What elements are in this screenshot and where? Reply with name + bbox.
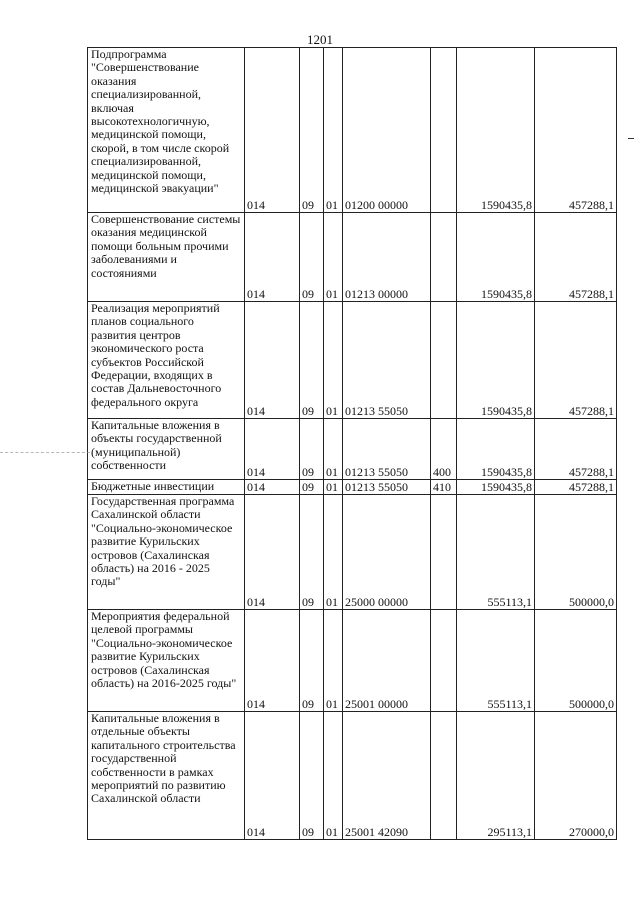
grbs-code-cell: 014 <box>245 712 300 840</box>
subsection-code-cell: 01 <box>324 419 343 480</box>
section-code-cell: 09 <box>300 48 324 213</box>
scan-artifact-tick <box>628 138 634 139</box>
target-article-cell: 01213 00000 <box>343 213 431 302</box>
section-code-cell: 09 <box>300 610 324 712</box>
budget-table <box>87 47 617 840</box>
expense-type-cell: 410 <box>431 480 457 495</box>
subsection-code-cell: 01 <box>324 480 343 495</box>
expense-type-cell <box>431 610 457 712</box>
subsection-code-cell: 01 <box>324 213 343 302</box>
amount-2-cell: 457288,1 <box>535 480 617 495</box>
table-row <box>88 610 617 712</box>
section-code-cell: 09 <box>300 419 324 480</box>
expense-type-cell: 400 <box>431 419 457 480</box>
grbs-code-cell: 014 <box>245 213 300 302</box>
grbs-code-cell: 014 <box>245 419 300 480</box>
table-row <box>88 480 617 495</box>
amount-1-cell: 295113,1 <box>457 712 535 840</box>
expense-type-cell <box>431 712 457 840</box>
grbs-code-cell: 014 <box>245 610 300 712</box>
table-row <box>88 48 617 213</box>
amount-2-cell: 457288,1 <box>535 213 617 302</box>
row-name-cell: Капитальные вложения в объекты государственной (муниципальной) собственности <box>88 419 245 480</box>
row-name-cell: Мероприятия федеральной целевой программы "Социально-экономическое развитие Курильских островов (Сахалинская область) на 2016-2025 годы" <box>88 610 245 712</box>
expense-type-cell <box>431 213 457 302</box>
amount-2-cell: 457288,1 <box>535 302 617 419</box>
expense-type-cell <box>431 48 457 213</box>
row-name-cell: Реализация мероприятий планов социального развития центров экономического роста субъектов Российской Федерации, входящих в состав Дальневосточного федерального округа <box>88 302 245 419</box>
table-row <box>88 712 617 840</box>
amount-2-cell: 457288,1 <box>535 48 617 213</box>
expense-type-cell <box>431 495 457 610</box>
amount-1-cell: 1590435,8 <box>457 419 535 480</box>
row-name-cell: Совершенствование системы оказания медицинской помощи больным прочими заболеваниями и состояниями <box>88 213 245 302</box>
grbs-code-cell: 014 <box>245 48 300 213</box>
amount-2-cell: 270000,0 <box>535 712 617 840</box>
target-article-cell: 25001 42090 <box>343 712 431 840</box>
amount-1-cell: 1590435,8 <box>457 480 535 495</box>
expense-type-cell <box>431 302 457 419</box>
amount-1-cell: 1590435,8 <box>457 48 535 213</box>
grbs-code-cell: 014 <box>245 480 300 495</box>
grbs-code-cell: 014 <box>245 495 300 610</box>
section-code-cell: 09 <box>300 302 324 419</box>
table-row <box>88 495 617 610</box>
subsection-code-cell: 01 <box>324 495 343 610</box>
section-code-cell: 09 <box>300 213 324 302</box>
subsection-code-cell: 01 <box>324 48 343 213</box>
table-row <box>88 213 617 302</box>
amount-2-cell: 457288,1 <box>535 419 617 480</box>
target-article-cell: 25000 00000 <box>343 495 431 610</box>
subsection-code-cell: 01 <box>324 610 343 712</box>
section-code-cell: 09 <box>300 495 324 610</box>
page-number: 1201 <box>307 32 333 47</box>
target-article-cell: 01200 00000 <box>343 48 431 213</box>
target-article-cell: 01213 55050 <box>343 419 431 480</box>
amount-2-cell: 500000,0 <box>535 610 617 712</box>
row-name-cell: Подпрограмма "Совершенствование оказания специализированной, включая высокотехнологичную, медицинской помощи, скорой, в том числе скорой специализированной, медицинской помощи, медицинской эвакуации" <box>88 48 245 213</box>
row-name-cell: Государственная программа Сахалинской области "Социально-экономическое развитие Курильских островов (Сахалинская область) на 2016 - 2025 годы" <box>88 495 245 610</box>
amount-2-cell: 500000,0 <box>535 495 617 610</box>
subsection-code-cell: 01 <box>324 712 343 840</box>
table-row <box>88 419 617 480</box>
grbs-code-cell: 014 <box>245 302 300 419</box>
section-code-cell: 09 <box>300 480 324 495</box>
target-article-cell: 01213 55050 <box>343 302 431 419</box>
amount-1-cell: 555113,1 <box>457 495 535 610</box>
subsection-code-cell: 01 <box>324 302 343 419</box>
amount-1-cell: 555113,1 <box>457 610 535 712</box>
section-code-cell: 09 <box>300 712 324 840</box>
amount-1-cell: 1590435,8 <box>457 213 535 302</box>
scan-artifact-line <box>0 452 90 453</box>
target-article-cell: 25001 00000 <box>343 610 431 712</box>
table-row <box>88 302 617 419</box>
row-name-cell: Капитальные вложения в отдельные объекты капитального строительства государственной собственности в рамках мероприятий по развитию Сахалинской области <box>88 712 245 840</box>
row-name-cell: Бюджетные инвестиции <box>88 480 245 495</box>
target-article-cell: 01213 55050 <box>343 480 431 495</box>
amount-1-cell: 1590435,8 <box>457 302 535 419</box>
